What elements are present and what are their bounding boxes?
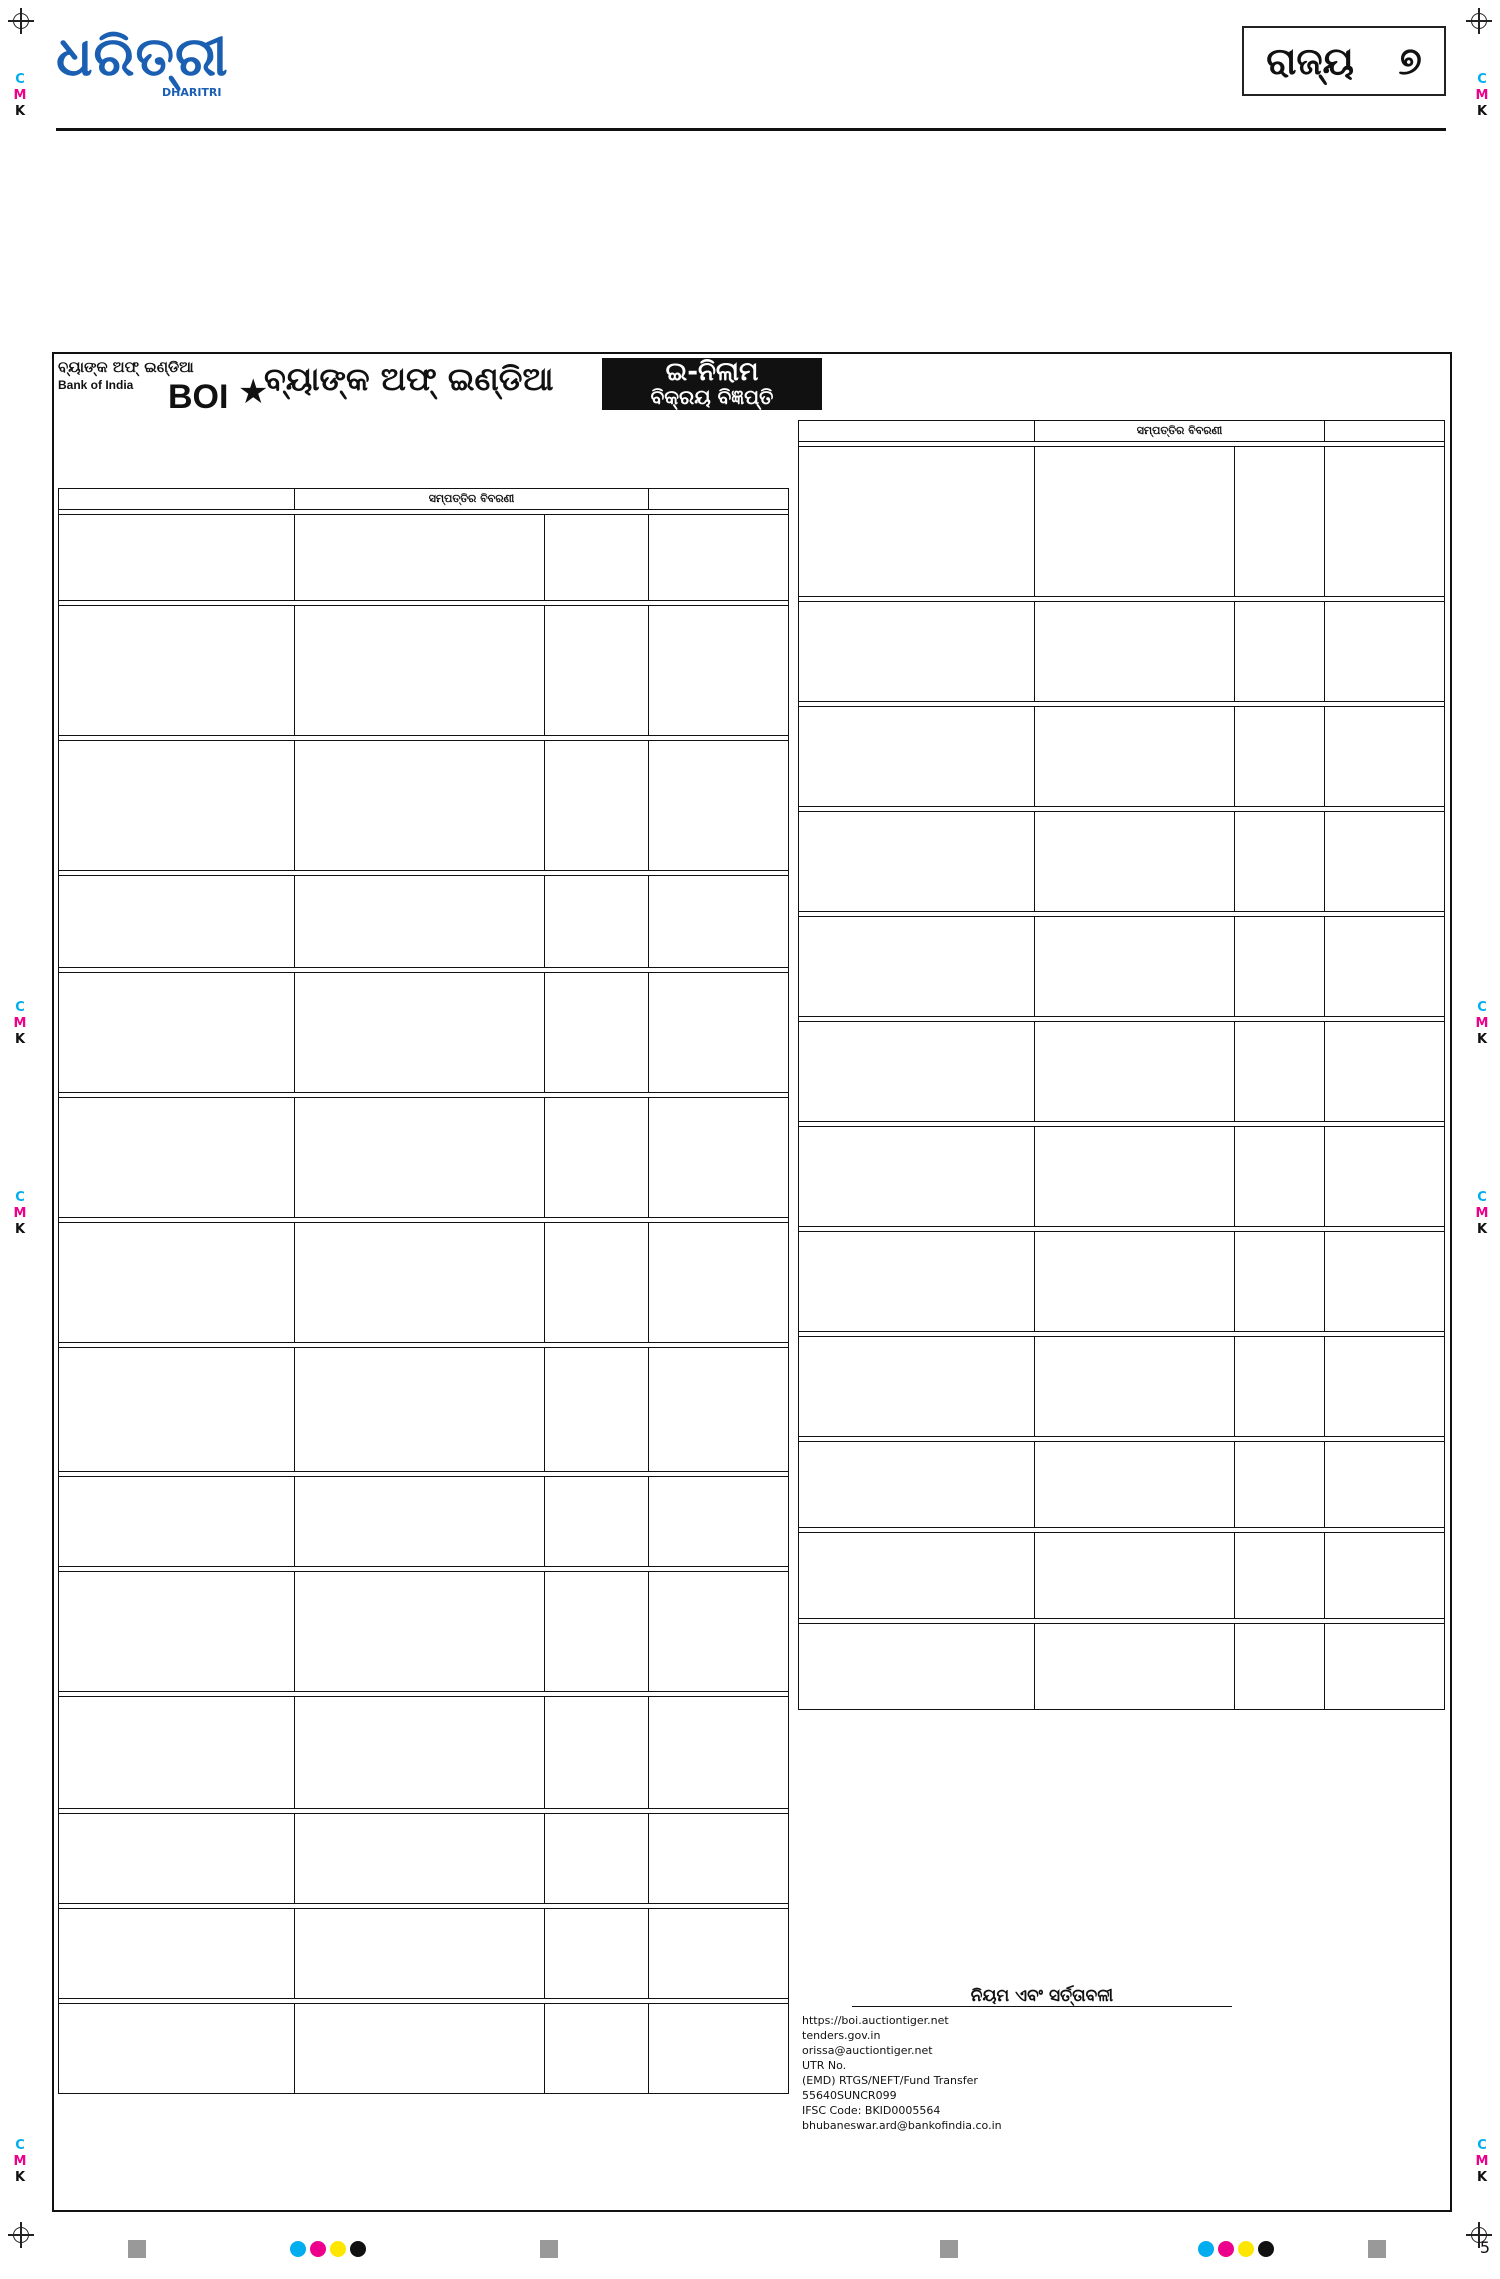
auction-table-left	[58, 488, 789, 2094]
borrower-details	[59, 1477, 295, 1567]
table-row	[59, 1909, 789, 1999]
emd-amount	[649, 973, 789, 1093]
magenta-dot	[310, 2241, 326, 2257]
yellow-dot	[330, 2241, 346, 2257]
cmk-mark: C M K	[13, 1000, 27, 1047]
emd-amount	[649, 1697, 789, 1809]
reserve-price	[545, 1814, 649, 1904]
borrower-details	[799, 1624, 1035, 1710]
cmk-mark: C M K	[1475, 1190, 1489, 1237]
reserve-price	[545, 741, 649, 871]
table-row	[799, 812, 1445, 912]
borrower-details	[799, 1022, 1035, 1122]
property-details	[1035, 1232, 1235, 1332]
black-dot	[1258, 2241, 1274, 2257]
table-row	[59, 2004, 789, 2094]
reserve-price	[545, 1477, 649, 1567]
reserve-price	[1235, 447, 1325, 597]
reserve-price	[545, 1098, 649, 1218]
registration-mark-icon	[8, 8, 34, 34]
property-details	[295, 1223, 545, 1343]
emd-amount	[1325, 917, 1445, 1017]
emd-amount	[649, 606, 789, 736]
emd-amount	[1325, 1442, 1445, 1528]
reserve-price	[545, 515, 649, 601]
terms-item: UTR No.	[802, 2059, 847, 2072]
terms-item: https://boi.auctiontiger.net	[802, 2014, 949, 2027]
bank-name-heading: ବ୍ୟାଙ୍କ ଅଫ୍ ଇଣ୍ଡିଆ	[264, 360, 554, 398]
table-row	[799, 1442, 1445, 1528]
table-row	[59, 973, 789, 1093]
auction-title: ଇ-ନିଲାମ	[665, 357, 759, 387]
cmk-mark: C M K	[1475, 1000, 1489, 1047]
borrower-details	[799, 812, 1035, 912]
bank-name-odia: ବ୍ୟାଙ୍କ ଅଫ୍ ଇଣ୍ଡିଆ	[58, 358, 194, 376]
star-icon: ★	[238, 372, 269, 412]
reserve-price	[1235, 602, 1325, 702]
property-details	[1035, 707, 1235, 807]
reserve-price	[1235, 917, 1325, 1017]
masthead-rule	[56, 128, 1446, 131]
emd-amount	[1325, 1337, 1445, 1437]
emd-amount	[1325, 1624, 1445, 1710]
table-row	[59, 1223, 789, 1343]
cyan-dot	[1198, 2241, 1214, 2257]
section-label: ରାଜ୍ୟ	[1266, 38, 1355, 83]
news-story	[56, 200, 1446, 350]
reserve-price	[545, 1697, 649, 1809]
boi-logo: BOI	[168, 378, 229, 416]
column-header	[1325, 421, 1445, 442]
table-row	[59, 1098, 789, 1218]
borrower-details	[59, 606, 295, 736]
emd-amount	[1325, 447, 1445, 597]
reserve-price	[1235, 1442, 1325, 1528]
gray-swatch	[128, 2240, 146, 2258]
column-header	[59, 489, 295, 510]
reserve-price	[545, 973, 649, 1093]
property-details	[1035, 1442, 1235, 1528]
table-row	[799, 1127, 1445, 1227]
borrower-details	[799, 1337, 1035, 1437]
property-details	[295, 1477, 545, 1567]
section-box	[1242, 26, 1446, 96]
terms-item: orissa@auctiontiger.net	[802, 2044, 933, 2057]
page-label: ୭	[1398, 38, 1422, 83]
table-row	[799, 447, 1445, 597]
terms-block	[802, 2014, 1442, 2134]
reserve-price	[545, 606, 649, 736]
story-column	[1106, 200, 1446, 350]
table-row	[59, 1572, 789, 1692]
property-details	[295, 1909, 545, 1999]
property-details	[295, 1348, 545, 1472]
property-details	[1035, 1624, 1235, 1710]
column-header	[649, 489, 789, 510]
terms-list	[802, 2014, 1442, 2133]
cyan-dot	[290, 2241, 306, 2257]
cmk-mark: C M K	[13, 72, 27, 119]
table-row	[799, 707, 1445, 807]
borrower-details	[799, 1533, 1035, 1619]
cmk-mark: C M K	[1475, 72, 1489, 119]
table-row	[799, 1022, 1445, 1122]
property-details	[295, 2004, 545, 2094]
newspaper-logo	[56, 24, 276, 110]
borrower-details	[59, 876, 295, 968]
reserve-price	[1235, 812, 1325, 912]
page-number: 5	[1479, 2238, 1490, 2257]
emd-amount	[649, 1223, 789, 1343]
terms-item: (EMD) RTGS/NEFT/Fund Transfer	[802, 2074, 978, 2087]
logo-wordmark: ଧରିତ୍ରୀ	[56, 24, 229, 88]
borrower-details	[59, 1814, 295, 1904]
borrower-details	[799, 917, 1035, 1017]
property-details	[1035, 812, 1235, 912]
table-row	[59, 1477, 789, 1567]
property-details	[295, 973, 545, 1093]
emd-amount	[649, 1909, 789, 1999]
reserve-price	[545, 2004, 649, 2094]
reserve-price	[545, 1223, 649, 1343]
reserve-price	[545, 1572, 649, 1692]
table-row	[59, 515, 789, 601]
reserve-price	[1235, 1337, 1325, 1437]
reserve-price	[1235, 1624, 1325, 1710]
emd-amount	[649, 1814, 789, 1904]
borrower-details	[59, 973, 295, 1093]
emd-amount	[1325, 812, 1445, 912]
table-row	[59, 876, 789, 968]
property-details	[295, 741, 545, 871]
emd-amount	[649, 741, 789, 871]
reserve-price	[545, 876, 649, 968]
emd-amount	[1325, 602, 1445, 702]
column-header	[799, 421, 1035, 442]
auction-title-box	[602, 358, 822, 410]
emd-amount	[649, 515, 789, 601]
property-details	[295, 515, 545, 601]
emd-amount	[649, 2004, 789, 2094]
borrower-details	[59, 1223, 295, 1343]
reserve-price	[545, 1348, 649, 1472]
cmk-mark: C M K	[13, 1190, 27, 1237]
borrower-details	[59, 1098, 295, 1218]
story-column	[56, 200, 396, 350]
terms-item: IFSC Code: BKID0005564	[802, 2104, 941, 2117]
borrower-details	[59, 515, 295, 601]
emd-amount	[1325, 1533, 1445, 1619]
terms-title: ନିୟମ ଏବଂ ସର୍ତ୍ତାବଳୀ	[852, 1986, 1232, 2007]
cmk-mark: C M K	[13, 2138, 27, 2185]
story-column	[406, 200, 746, 350]
gray-swatch	[540, 2240, 558, 2258]
magenta-dot	[1218, 2241, 1234, 2257]
headline	[56, 132, 1446, 194]
column-header: ସମ୍ପତ୍ତିର ବିବରଣୀ	[1035, 421, 1325, 442]
terms-item: 55640SUNCR099	[802, 2089, 897, 2102]
reserve-price	[1235, 1127, 1325, 1227]
emd-amount	[1325, 707, 1445, 807]
borrower-details	[799, 707, 1035, 807]
auction-subtitle: ବିକ୍ରୟ ବିଜ୍ଞପ୍ତି	[650, 385, 774, 409]
emd-amount	[1325, 1022, 1445, 1122]
emd-amount	[1325, 1232, 1445, 1332]
table-row	[59, 1697, 789, 1809]
borrower-details	[799, 1442, 1035, 1528]
reserve-price	[1235, 1022, 1325, 1122]
property-details	[1035, 447, 1235, 597]
property-details	[1035, 1022, 1235, 1122]
borrower-details	[59, 1909, 295, 1999]
table-row	[59, 1814, 789, 1904]
bank-logo-block	[58, 358, 269, 416]
emd-amount	[649, 1348, 789, 1472]
logo-subtext: DHARITRI	[162, 86, 222, 99]
gray-swatch	[940, 2240, 958, 2258]
borrower-details	[59, 741, 295, 871]
borrower-details	[59, 1697, 295, 1809]
table-row	[799, 1337, 1445, 1437]
gray-swatch	[1368, 2240, 1386, 2258]
property-details	[1035, 917, 1235, 1017]
property-details	[295, 1814, 545, 1904]
table-row	[799, 1624, 1445, 1710]
borrower-details	[59, 2004, 295, 2094]
emd-amount	[649, 876, 789, 968]
table-row	[59, 741, 789, 871]
print-color-bar	[0, 2228, 1500, 2268]
borrower-details	[799, 447, 1035, 597]
property-details	[295, 1697, 545, 1809]
property-details	[1035, 1337, 1235, 1437]
table-row	[799, 1232, 1445, 1332]
auction-table-right	[798, 420, 1445, 1710]
terms-item: tenders.gov.in	[802, 2029, 881, 2042]
table-row	[799, 917, 1445, 1017]
borrower-details	[799, 1232, 1035, 1332]
bank-name-english: Bank of India	[58, 378, 134, 392]
table-row	[59, 606, 789, 736]
emd-amount	[649, 1477, 789, 1567]
black-dot	[350, 2241, 366, 2257]
story-column	[756, 200, 1096, 350]
reserve-price	[545, 1909, 649, 1999]
borrower-details	[799, 1127, 1035, 1227]
terms-item: bhubaneswar.ard@bankofindia.co.in	[802, 2119, 1002, 2132]
emd-amount	[649, 1098, 789, 1218]
table-row	[59, 1348, 789, 1472]
registration-mark-icon	[1466, 8, 1492, 34]
emd-amount	[1325, 1127, 1445, 1227]
table-header-row	[799, 421, 1445, 442]
column-header: ସମ୍ପତ୍ତିର ବିବରଣୀ	[295, 489, 649, 510]
table-row	[799, 602, 1445, 702]
property-details	[295, 1098, 545, 1218]
emd-amount	[649, 1572, 789, 1692]
property-details	[295, 876, 545, 968]
cmk-mark: C M K	[1475, 2138, 1489, 2185]
property-details	[1035, 1127, 1235, 1227]
borrower-details	[59, 1572, 295, 1692]
masthead	[56, 24, 1446, 128]
borrower-details	[799, 602, 1035, 702]
bank-auction-notice	[52, 352, 1452, 2212]
reserve-price	[1235, 1533, 1325, 1619]
property-details	[1035, 1533, 1235, 1619]
property-details	[295, 1572, 545, 1692]
property-details	[1035, 602, 1235, 702]
yellow-dot	[1238, 2241, 1254, 2257]
table-header-row	[59, 489, 789, 510]
reserve-price	[1235, 707, 1325, 807]
property-details	[295, 606, 545, 736]
borrower-details	[59, 1348, 295, 1472]
table-row	[799, 1533, 1445, 1619]
reserve-price	[1235, 1232, 1325, 1332]
